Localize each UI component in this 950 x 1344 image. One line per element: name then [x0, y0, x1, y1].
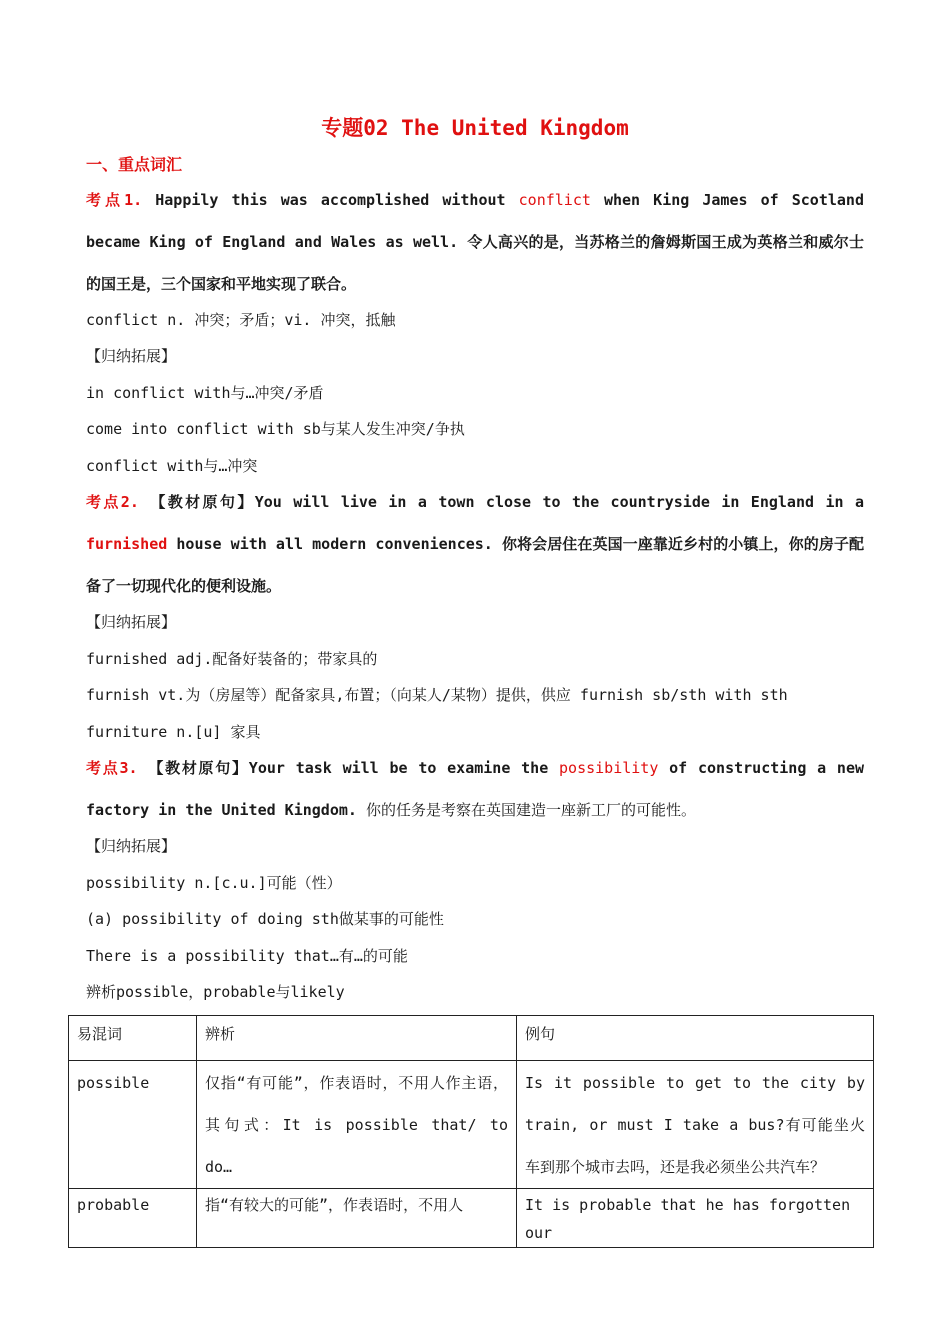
table-cell: It is probable that he has forgotten our: [517, 1189, 874, 1248]
kp3-keyword: possibility: [559, 759, 659, 777]
table-header-row: [69, 1016, 874, 1061]
kp3-paragraph: [86, 747, 864, 831]
kp2-sentence-part1: You will live in a town close to the countryside in England in a: [254, 493, 864, 511]
page-title: 专题02 The United Kingdom: [321, 116, 629, 140]
kp1-label: 考点1.: [86, 191, 143, 209]
kp2-extension-2: furnish vt.为（房屋等）配备家具,布置；（向某人/某物）提供，供应 furnish sb/sth with sth: [86, 686, 788, 704]
kp3-sentence-part2: of constructing a new factory in the United Kingdom.: [86, 759, 865, 819]
section-heading: 一、重点词汇: [86, 155, 183, 174]
kp1-keyword: conflict: [518, 191, 591, 209]
kp2-paragraph: [86, 481, 864, 607]
table-cell: 仅指“有可能”，作表语时，不用人作主语，其句式：It is possible that/ to do…: [197, 1061, 517, 1189]
kp3-tag: 【教材原句】: [148, 759, 249, 777]
table-cell: probable: [69, 1189, 197, 1248]
table-header-cell: 易混词: [69, 1016, 197, 1061]
kp3-extension-1: possibility n.[c.u.]可能（性）: [86, 874, 342, 892]
kp2-extension-1: furnished adj.配备好装备的；带家具的: [86, 650, 378, 668]
kp3-translation: 你的任务是考察在英国建造一座新工厂的可能性。: [365, 801, 696, 819]
kp2-sentence-part2: house with all modern conveniences. 你将会居住在英国一座靠近乡村的小镇上，你的房子配备了一切现代化的便利设施。: [86, 535, 864, 595]
kp2-keyword: furnished: [86, 535, 168, 553]
table-cell: 指“有较大的可能”，作表语时，不用人: [197, 1189, 517, 1248]
kp3-sentence-part1: Your task will be to examine the: [248, 759, 549, 777]
kp3-extension-heading: 【归纳拓展】: [86, 837, 177, 855]
kp1-sentence-part2: when King James of Scotland became King of England and Wales as well. 令人高兴的是，当苏格兰的詹姆斯国王成为英格兰和威尔士的国王是，三个国家和平地实现了联合。: [86, 191, 864, 293]
kp3-extension-2: (a) possibility of doing sth做某事的可能性: [86, 910, 444, 928]
kp1-extension-3: conflict with与…冲突: [86, 457, 258, 475]
kp1-extension-heading: 【归纳拓展】: [86, 347, 177, 365]
kp2-extension-heading: 【归纳拓展】: [86, 613, 177, 631]
comparison-table: [68, 1015, 874, 1248]
kp2-tag: 【教材原句】: [150, 493, 255, 511]
table-header-cell: 例句: [517, 1016, 874, 1061]
table-row: [69, 1061, 874, 1189]
kp1-extension-2: come into conflict with sb与某人发生冲突/争执: [86, 420, 465, 438]
kp2-label: 考点2.: [86, 493, 139, 511]
kp1-paragraph: [86, 179, 864, 305]
table-header-cell: 辨析: [197, 1016, 517, 1061]
kp1-sentence-part1: Happily this was accomplished without: [155, 191, 506, 209]
kp3-label: 考点3.: [86, 759, 138, 777]
kp3-extension-3: There is a possibility that…有…的可能: [86, 947, 408, 965]
kp1-extension-1: in conflict with与…冲突/矛盾: [86, 384, 324, 402]
table-row: [69, 1189, 874, 1248]
kp3-extension-4: 辨析possible，probable与likely: [86, 983, 345, 1001]
table-cell: possible: [69, 1061, 197, 1189]
table-cell: Is it possible to get to the city by train, or must I take a bus?有可能坐火车到那个城市去吗，还是我必须坐公共汽车？: [517, 1061, 874, 1189]
kp2-extension-3: furniture n.[u] 家具: [86, 723, 261, 741]
kp1-definition: conflict n. 冲突；矛盾；vi. 冲突，抵触: [86, 311, 396, 329]
